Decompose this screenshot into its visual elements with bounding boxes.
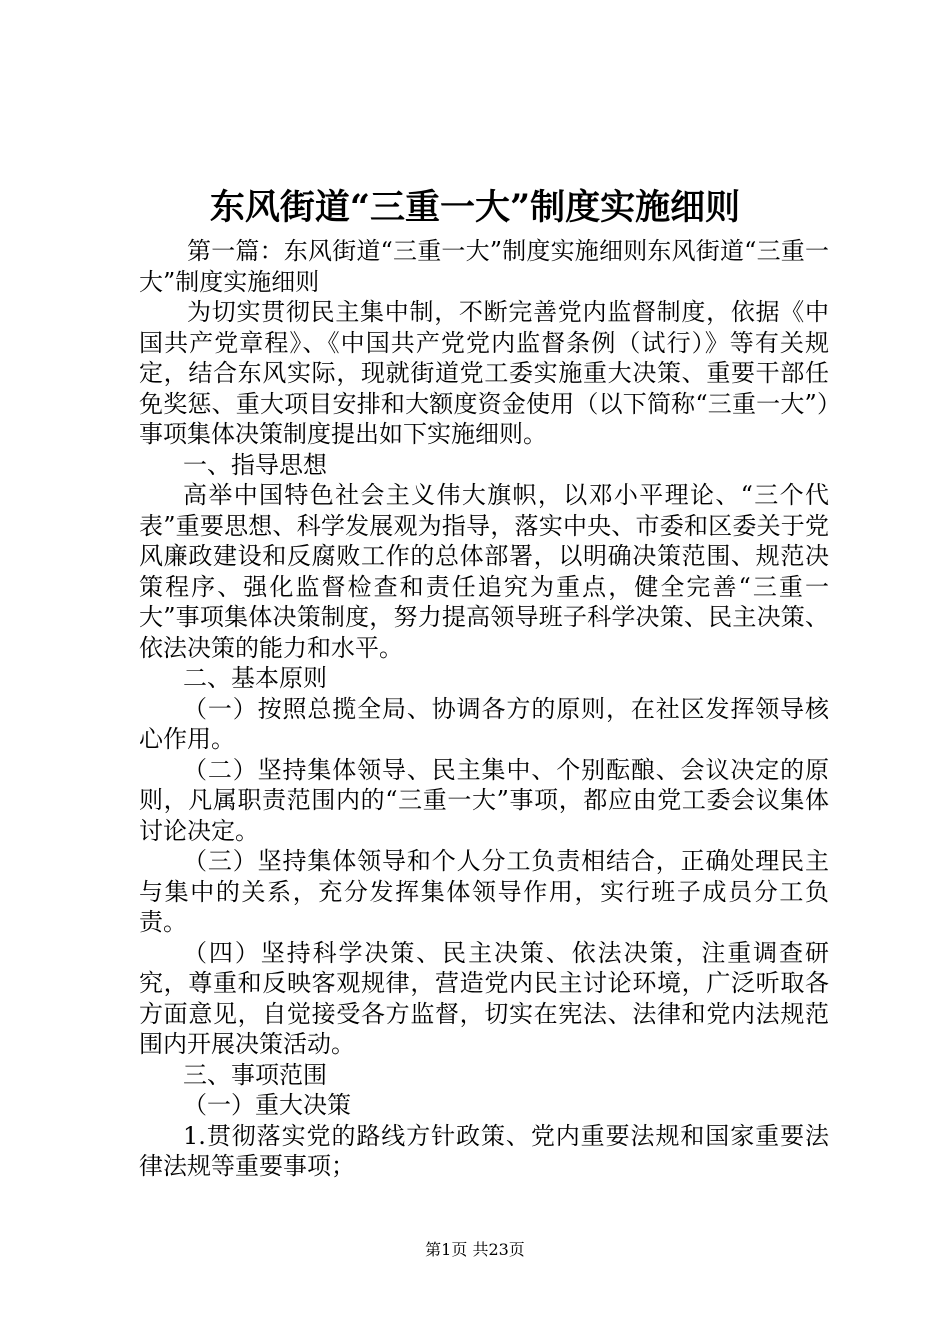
document-title: 东风街道“三重一大”制度实施细则 (209, 187, 741, 228)
subsection-heading-major-decisions: （一）重大决策 (183, 1091, 351, 1119)
section-heading-scope: 三、事项范围 (183, 1060, 327, 1089)
paragraph-principle-4: （四）坚持科学决策、民主决策、依法决策，注重调查研究，尊重和反映客观规律，营造党内民主讨论环境，广泛听取各方面意见，自觉接受各方监督，切实在宪法、法律和党内法规范围内开展决策活动。 (139, 938, 829, 1058)
paragraph-principle-1: （一）按照总揽全局、协调各方的原则，在社区发挥领导核心作用。 (139, 694, 829, 753)
paragraph-chapter-heading: 第一篇：东风街道“三重一大”制度实施细则东风街道“三重一大”制度实施细则 (139, 237, 829, 296)
section-heading-basic-principles: 二、基本原则 (183, 664, 327, 692)
paragraph-intro: 为切实贯彻民主集中制，不断完善党内监督制度，依据《中国共产党章程》、《中国共产党党内监督条例（试行）》等有关规定，结合东风实际，现就街道党工委实施重大决策、重要干部任免奖惩、重大项目安排和大额度资金使用（以下简称“三重一大”）事项集体决策制度提出如下实施细则。 (139, 298, 829, 448)
document-body (139, 236, 829, 1182)
paragraph-guiding-thought: 高举中国特色社会主义伟大旗帜，以邓小平理论、“三个代表”重要思想、科学发展观为指导，落实中央、市委和区委关于党风廉政建设和反腐败工作的总体部署，以明确决策范围、规范决策程序、强化监督检查和责任追究为重点，健全完善“三重一大”事项集体决策制度，努力提高领导班子科学决策、民主决策、依法决策的能力和水平。 (139, 481, 829, 662)
paragraph-principle-2: （二）坚持集体领导、民主集中、个别酝酿、会议决定的原则，凡属职责范围内的“三重一大”事项，都应由党工委会议集体讨论决定。 (139, 755, 829, 845)
section-heading-guiding-thought: 一、指导思想 (183, 450, 327, 479)
list-item-1: 1.贯彻落实党的路线方针政策、党内重要法规和国家重要法律法规等重要事项； (139, 1121, 829, 1180)
paragraph-principle-3: （三）坚持集体领导和个人分工负责相结合，正确处理民主与集中的关系，充分发挥集体领导作用，实行班子成员分工负责。 (139, 847, 829, 936)
page-number-footer: 第1页 共23页 (425, 1240, 525, 1259)
